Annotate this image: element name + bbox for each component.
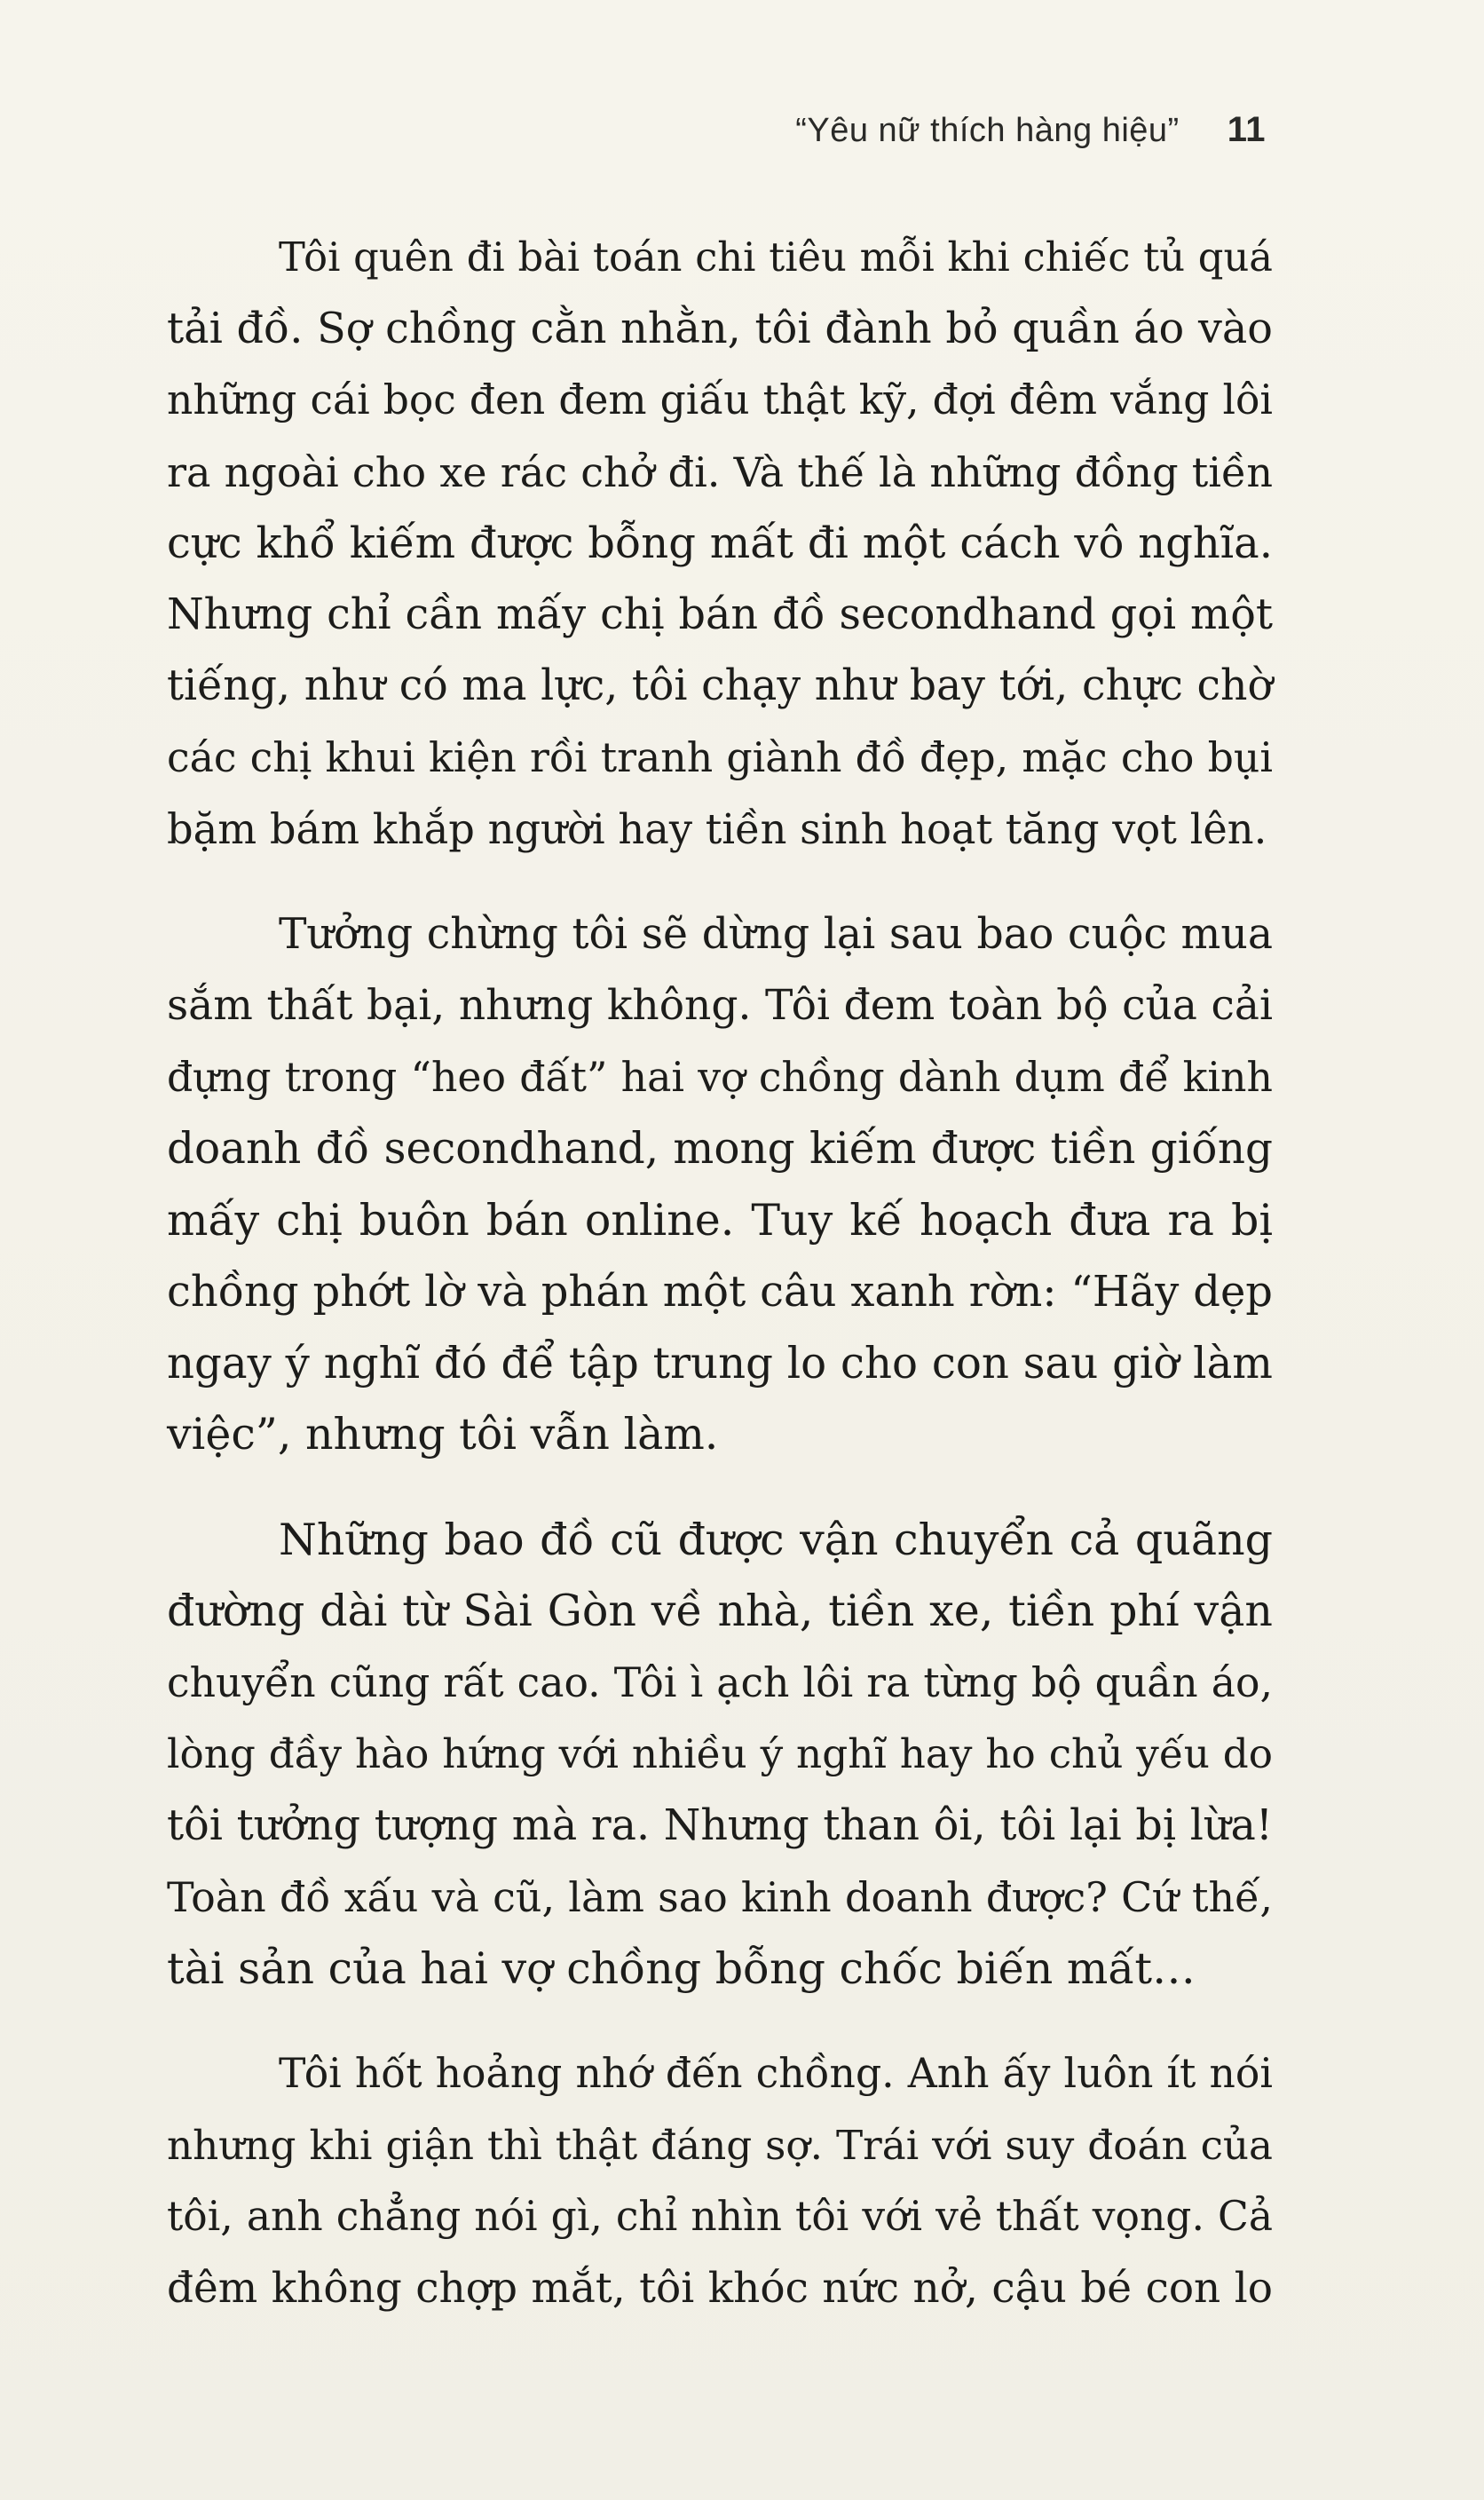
paragraph-gap — [167, 1471, 1273, 1505]
paragraph-gap — [167, 2005, 1273, 2038]
text-line: Tôi quên đi bài toán chi tiêu mỗi khi chiếc tủ quá — [279, 233, 1273, 281]
text-line: chồng phớt lờ và phán một câu xanh rờn: “Hãy dẹp — [167, 1267, 1273, 1317]
text-line: đường dài từ Sài Gòn về nhà, tiền xe, tiền phí vận — [167, 1586, 1273, 1636]
text-line: tôi, anh chẳng nói gì, chỉ nhìn tôi với vẻ thất vọng. Cả — [167, 2193, 1273, 2240]
text-line: tải đồ. Sợ chồng cằn nhằn, tôi đành bỏ quần áo vào — [167, 304, 1273, 353]
paragraph-1 — [167, 222, 1273, 866]
text-line: Toàn đồ xấu và cũ, làm sao kinh doanh được? Cứ thế, — [167, 1873, 1273, 1921]
text-line: lòng đầy hào hứng với nhiều ý nghĩ hay ho chủ yếu do — [167, 1730, 1273, 1777]
text-line: đựng trong “heo đất” hai vợ chồng dành dụm để kinh — [167, 1053, 1273, 1101]
text-line: bặm bám khắp người hay tiền sinh hoạt tăng vọt lên. — [167, 805, 1267, 853]
text-line: tôi tưởng tượng mà ra. Nhưng than ôi, tôi lại bị lừa! — [167, 1800, 1273, 1850]
paragraph-gap — [167, 866, 1273, 899]
text-line: chuyển cũng rất cao. Tôi ì ạch lôi ra từng bộ quần áo, — [167, 1658, 1273, 1706]
text-line: các chị khui kiện rồi tranh giành đồ đẹp, mặc cho bụi — [167, 733, 1273, 781]
text-line: ra ngoài cho xe rác chở đi. Và thế là những đồng tiền — [167, 447, 1273, 496]
text-line: Nhưng chỉ cần mấy chị bán đồ secondhand gọi một — [167, 589, 1273, 639]
text-line: đêm không chợp mắt, tôi khóc nức nở, cậu bé con lo — [167, 2263, 1273, 2313]
text-line: cực khổ kiếm được bỗng mất đi một cách vô nghĩa. — [167, 518, 1273, 568]
running-header — [795, 110, 1266, 150]
text-line: Những bao đồ cũ được vận chuyển cả quãng — [279, 1514, 1273, 1565]
paragraph-2 — [167, 899, 1273, 1471]
body-text — [167, 222, 1273, 2324]
text-line: ngay ý nghĩ đó để tập trung lo cho con sau giờ làm — [167, 1338, 1273, 1388]
text-line: doanh đồ secondhand, mong kiếm được tiền giống — [167, 1124, 1273, 1174]
text-line: tiếng, như có ma lực, tôi chạy như bay tới, chực chờ — [167, 661, 1273, 710]
text-line: Tôi hốt hoảng nhớ đến chồng. Anh ấy luôn ít nói — [279, 2050, 1273, 2097]
text-line: nhưng khi giận thì thật đáng sợ. Trái với suy đoán của — [167, 2121, 1273, 2169]
paragraph-3 — [167, 1505, 1273, 2006]
text-line: những cái bọc đen đem giấu thật kỹ, đợi đêm vắng lôi — [167, 376, 1273, 423]
text-line: Tưởng chừng tôi sẽ dừng lại sau bao cuộc mua — [279, 909, 1273, 959]
running-title: “Yêu nữ thích hàng hiệu” — [795, 112, 1180, 149]
text-line: sắm thất bại, nhưng không. Tôi đem toàn bộ của cải — [167, 981, 1273, 1030]
page-number: 11 — [1227, 110, 1266, 149]
text-line: tài sản của hai vợ chồng bỗng chốc biến mất… — [167, 1942, 1196, 1994]
text-line: mấy chị buôn bán online. Tuy kế hoạch đưa ra bị — [167, 1194, 1273, 1246]
paragraph-4 — [167, 2038, 1273, 2324]
text-line: việc”, nhưng tôi vẫn làm. — [167, 1409, 719, 1460]
